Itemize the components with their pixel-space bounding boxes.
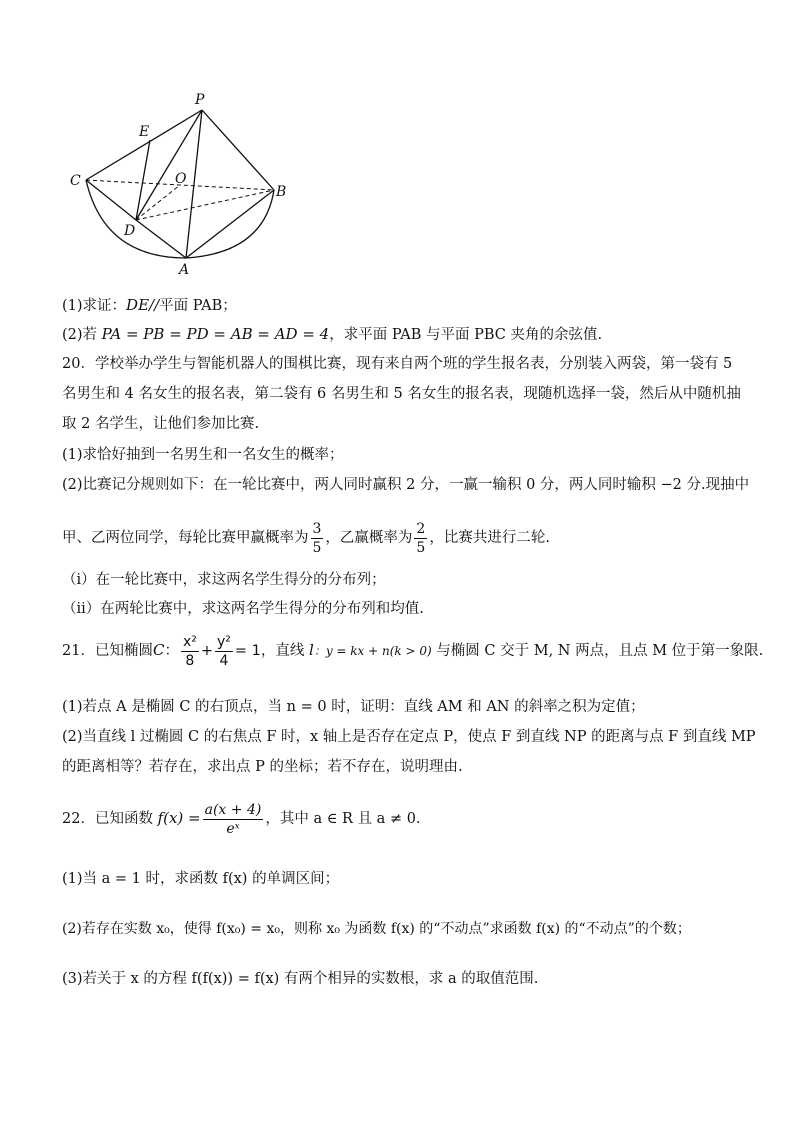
edge-PC: [86, 110, 202, 180]
q20-sub-ii: （ii）在两轮比赛中，求这两名学生得分的分布列和均值.: [62, 601, 424, 617]
q21-part2-continued: 的距离相等？若存在，求出点 P 的坐标；若不存在，说明理由.: [62, 759, 463, 775]
q20-part2: (2)比赛记分规则如下：在一轮比赛中，两人同时赢积 2 分，一赢一输积 0 分，两人同时输积 −2 分.现抽中: [62, 477, 750, 493]
fraction-y2-over-4: $\frac{\text{y²}}{4}$: [217, 633, 231, 669]
q20-sub-i: （i）在一轮比赛中，求这两名学生得分的分布列；: [62, 572, 386, 588]
q22-part3: (3)若关于 x 的方程 f(f(x)) = f(x) 有两个相异的实数根，求 a 的取值范围.: [62, 971, 539, 987]
label-C: C: [70, 173, 81, 189]
q19-part1: (1)求证：DE//平面 PAB；: [62, 296, 237, 314]
geometry-figure: [64, 88, 304, 276]
label-O: O: [175, 171, 187, 187]
q22-part2: (2)若存在实数 x₀，使得 f(x₀) = x₀，则称 x₀ 为函数 f(x) 的“不动点”求函数 f(x) 的“不动点”的个数；: [62, 921, 691, 937]
q21-stem: 21．已知椭圆C： $\frac{\text{x²}}{8}$ + $\frac{\text{y²}}{4}$ = 1，直线 l：y = kx + n(k > 0) 与椭圆 C 交于 M, N 两点，且点 M 位于第一象限.: [62, 633, 764, 669]
q20-stem-line1: 20．学校举办学生与智能机器人的围棋比赛，现有来自两个班的学生报名表，分别装入两袋，第一袋有 5: [62, 356, 733, 372]
fraction-x2-over-8: $\frac{\text{x²}}{8}$: [182, 633, 197, 669]
label-P: P: [195, 92, 205, 108]
q21-part1: (1)若点 A 是椭圆 C 的右顶点，当 n = 0 时，证明：直线 AM 和 AN 的斜率之积为定值；: [62, 699, 645, 715]
q20-part1: (1)求恰好抽到一名男生和一名女生的概率；: [62, 447, 344, 463]
q19-part2: (2)若 PA = PB = PD = AB = AD = 4，求平面 PAB 与平面 PBC 夹角的余弦值.: [62, 325, 603, 343]
fraction-two-fifths: $\frac{2}{5}$: [416, 520, 426, 556]
edge-CD: [86, 180, 136, 220]
semicircle-arc: [86, 180, 274, 258]
label-A: A: [179, 262, 190, 276]
label-D: D: [124, 223, 136, 239]
q20-part2-continued: 甲、乙两位同学，每轮比赛甲赢概率为 $\frac{3}{5}$ ，乙赢概率为 $\frac{2}{5}$ ，比赛共进行二轮.: [62, 520, 550, 556]
q20-stem-line2: 名男生和 4 名女生的报名表，第二袋有 6 名男生和 5 名女生的报名表，现随机选择一袋，然后从中随机抽: [62, 386, 741, 402]
q21-part2: (2)当直线 l 过椭圆 C 的右焦点 F 时，x 轴上是否存在定点 P，使点 F 到直线 NP 的距离与点 F 到直线 MP: [62, 729, 756, 745]
label-B: B: [276, 184, 287, 200]
label-E: E: [139, 124, 150, 140]
edge-DA: [136, 220, 186, 258]
fraction-function-f: $\frac{a(x + 4)}{\text{eˣ}}$: [204, 801, 262, 837]
edge-PB: [202, 110, 274, 190]
dashed-DB: [136, 190, 274, 220]
q22-stem: 22．已知函数 f(x) = $\frac{a(x + 4)}{\text{eˣ}}$ ，其中 a ∈ R 且 a ≠ 0.: [62, 801, 421, 837]
q22-part1: (1)当 a = 1 时，求函数 f(x) 的单调区间；: [62, 871, 340, 887]
q20-stem-line3: 取 2 名学生，让他们参加比赛.: [62, 416, 260, 432]
fraction-three-fifths: $\frac{3}{5}$: [312, 520, 322, 556]
